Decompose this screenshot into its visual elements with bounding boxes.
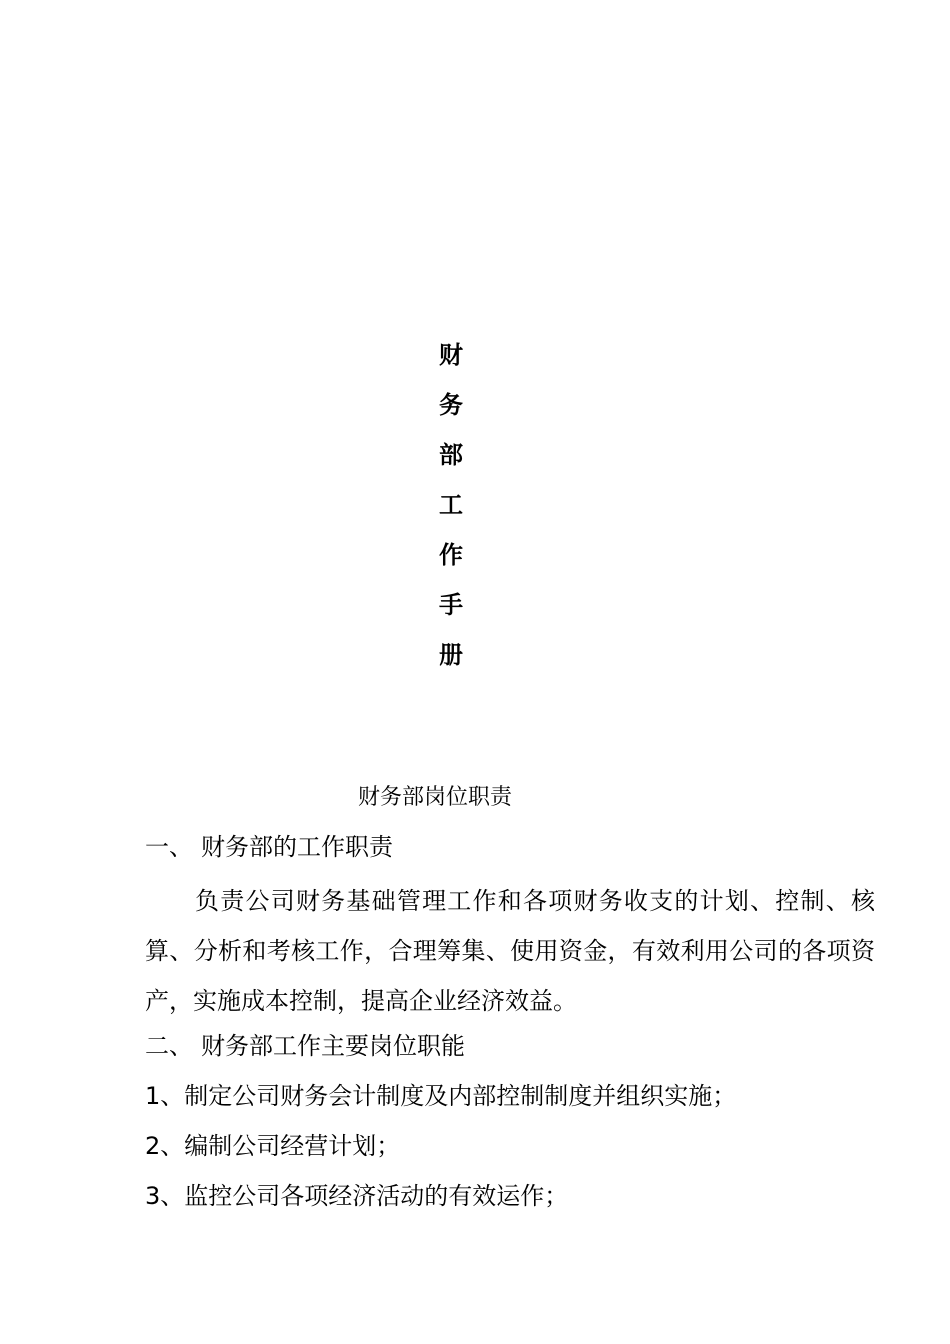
cover-vertical-title [426,330,476,680]
section-1-paragraph: 负责公司财务基础管理工作和各项财务收支的计划、控制、核算、分析和考核工作，合理筹集、使用资金，有效利用公司的各项资产，实施成本控制，提高企业经济效益。 [145,887,875,1015]
cover-title-char: 财 [439,341,463,369]
cover-title-char: 部 [439,441,463,469]
cover-title-char: 作 [439,541,463,569]
list-item: 3、监控公司各项经济活动的有效运作； [145,1182,569,1210]
section-2-number: 二、 [145,1032,193,1060]
section-2-heading [145,1026,465,1066]
section-1-title: 财务部的工作职责 [201,833,393,861]
cover-title-char: 务 [439,391,463,419]
cover-title-char: 册 [439,641,463,669]
list-item: 1、制定公司财务会计制度及内部控制制度并组织实施； [145,1082,737,1110]
section-2-title: 财务部工作主要岗位职能 [201,1032,465,1060]
document-heading: 财务部岗位职责 [357,785,512,810]
section-1-heading [145,827,393,867]
section-1-number: 一、 [145,833,193,861]
cover-title-char: 工 [439,491,463,519]
cover-title-char: 手 [439,591,463,619]
list-item: 2、编制公司经营计划； [145,1132,401,1160]
